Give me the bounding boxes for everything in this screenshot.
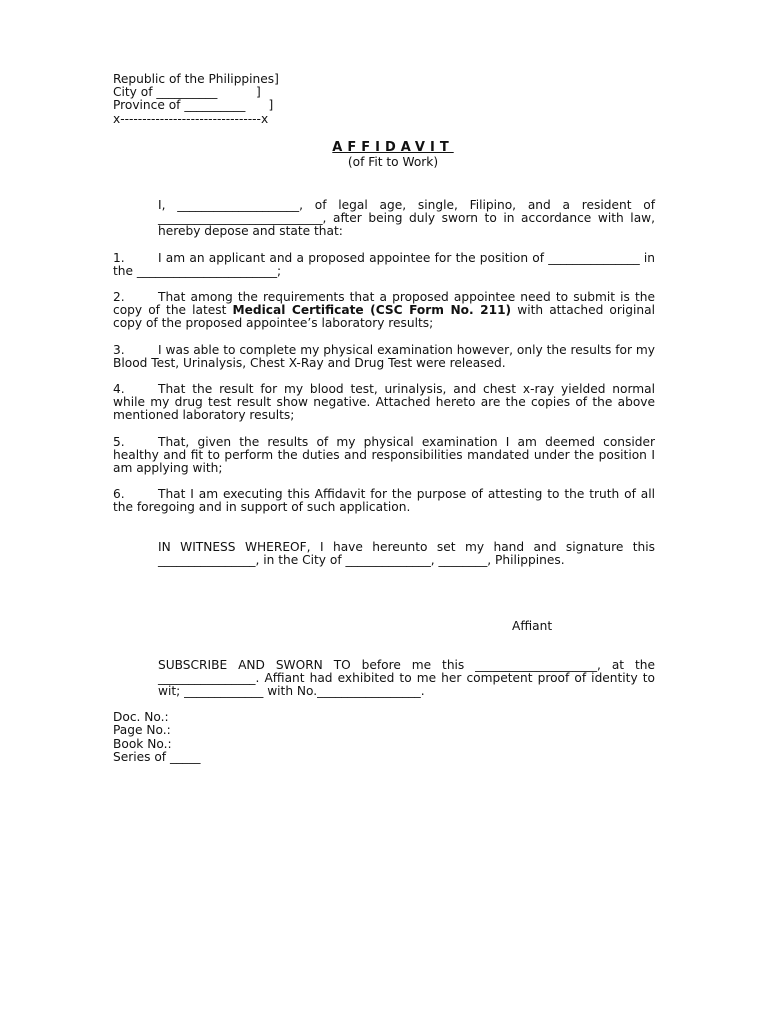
item-number: 2. <box>113 290 125 305</box>
item-number: 4. <box>113 382 125 397</box>
caption-city: City of __________ ] <box>113 85 261 100</box>
item-text: That I am executing this Affidavit for the purpose of attesting to the truth of all the foregoing and in support of such application. <box>113 487 655 515</box>
item-text: with attached original copy of the proposed appointee’s laboratory results; <box>113 303 655 331</box>
document-subtitle: (of Fit to Work) <box>347 155 439 170</box>
doc-no: Doc. No.: <box>113 710 169 724</box>
page-no: Page No.: <box>113 723 171 738</box>
medical-certificate-form: Medical Certificate (CSC Form No. 211) <box>232 303 512 318</box>
item-number: 5. <box>113 434 125 449</box>
title-block <box>0 141 768 169</box>
caption-block <box>113 73 279 126</box>
series-of: Series of _____ <box>113 749 201 764</box>
affidavit-body <box>113 199 655 567</box>
caption-province: Province of __________ ] <box>113 98 274 113</box>
notarial-register <box>113 711 200 764</box>
item-4 <box>113 383 655 423</box>
item-number: 6. <box>113 487 125 502</box>
item-text: That among the requirements that a proposed appointee need to submit is the copy of the latest <box>113 290 655 318</box>
caption-divider: x--------------------------------x <box>113 111 269 126</box>
item-number: 3. <box>113 342 125 357</box>
book-no: Book No.: <box>113 736 172 751</box>
caption-republic: Republic of the Philippines] <box>113 72 279 86</box>
affiant-label: Affiant <box>512 619 553 633</box>
item-5 <box>113 436 655 476</box>
item-2 <box>113 291 655 331</box>
item-6 <box>113 488 655 514</box>
item-1 <box>113 252 655 278</box>
item-text: I am an applicant and a proposed appointee for the position of _______________ in the _______________________; <box>113 250 655 278</box>
subscribe-paragraph: SUBSCRIBE AND SWORN TO before me this ____________________, at the ________________. Affiant had exhibited to me her competent proof of identity to wit; _____________ with No._________________. <box>158 658 655 699</box>
witness-paragraph: IN WITNESS WHEREOF, I have hereunto set my hand and signature this ________________, in the City of ______________, ________, Philippines. <box>158 539 655 567</box>
document-title: AFFIDAVIT <box>332 140 454 155</box>
item-3 <box>113 344 655 370</box>
item-text: I was able to complete my physical examination however, only the results for my Blood Test, Urinalysis, Chest X-Ray and Drug Test were released. <box>113 342 655 370</box>
item-text: That the result for my blood test, urinalysis, and chest x-ray yielded normal while my drug test result show negative. Attached hereto are the copies of the above mentioned laboratory results; <box>113 382 655 423</box>
item-text: That, given the results of my physical examination I am deemed consider healthy and fit to perform the duties and responsibilities mandated under the position I am applying with; <box>113 434 655 476</box>
intro-paragraph: I, ____________________, of legal age, single, Filipino, and a resident of ___________________________, after being duly sworn to in accordance with law, hereby depose and state that: <box>158 198 655 239</box>
jurat-block <box>113 659 655 699</box>
item-number: 1. <box>113 250 125 265</box>
